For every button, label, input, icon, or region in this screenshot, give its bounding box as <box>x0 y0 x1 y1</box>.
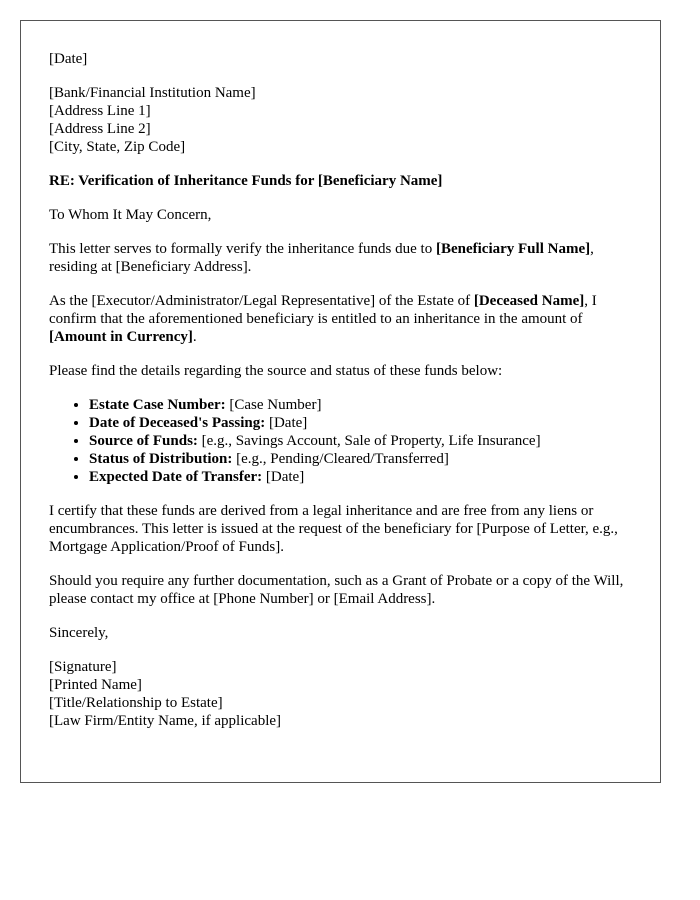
closing: Sincerely, <box>49 625 109 641</box>
paragraph-verification <box>49 240 632 276</box>
recipient-address <box>49 84 632 156</box>
letter-date: [Date] <box>49 51 88 67</box>
printed-name: [Printed Name] <box>49 677 142 693</box>
details-list <box>49 396 632 486</box>
list-item <box>89 450 632 468</box>
list-item <box>89 432 632 450</box>
list-item <box>89 396 632 414</box>
recipient-address-line-2: [Address Line 2] <box>49 121 151 137</box>
recipient-name: [Bank/Financial Institution Name] <box>49 85 256 101</box>
law-firm: [Law Firm/Entity Name, if applicable] <box>49 713 282 729</box>
detail-label: Source of Funds: <box>89 433 198 449</box>
subject-text: RE: Verification of Inheritance Funds for [Beneficiary Name] <box>49 173 443 189</box>
detail-value: [Date] <box>262 469 305 485</box>
paragraph-certification: I certify that these funds are derived from a legal inheritance and are free from any liens or encumbrances. This letter is issued at the request of the beneficiary for [Purpose of Letter, e.g., Mortgage Application/Proof of Funds]. <box>49 503 618 555</box>
p1-text-c: , residing at [Beneficiary Address]. <box>49 241 594 275</box>
paragraph-contact: Should you require any further documentation, such as a Grant of Probate or a copy of the Will, please contact my office at [Phone Number] or [Email Address]. <box>49 573 624 607</box>
detail-value: [Case Number] <box>225 397 322 413</box>
detail-value: [Date] <box>265 415 308 431</box>
signature: [Signature] <box>49 659 117 675</box>
detail-label: Expected Date of Transfer: <box>89 469 263 485</box>
beneficiary-name: [Beneficiary Full Name] <box>435 241 591 257</box>
paragraph-executor <box>49 292 632 346</box>
detail-value: [e.g., Pending/Cleared/Transferred] <box>232 451 449 467</box>
recipient-address-line-1: [Address Line 1] <box>49 103 151 119</box>
amount: [Amount in Currency] <box>49 329 193 345</box>
detail-value: [e.g., Savings Account, Sale of Property, Life Insurance] <box>197 433 541 449</box>
detail-label: Status of Distribution: <box>89 451 233 467</box>
signature-block <box>49 658 632 730</box>
detail-label: Date of Deceased's Passing: <box>89 415 266 431</box>
list-item <box>89 414 632 432</box>
subject-line <box>49 172 632 190</box>
recipient-city: [City, State, Zip Code] <box>49 139 186 155</box>
p2-text-e: . <box>192 329 197 345</box>
signer-title: [Title/Relationship to Estate] <box>49 695 223 711</box>
paragraph-details-intro: Please find the details regarding the source and status of these funds below: <box>49 363 503 379</box>
p2-text-c: , I confirm that the aforementioned beneficiary is entitled to an inheritance in the amount of <box>49 293 597 327</box>
letter <box>20 20 661 783</box>
list-item <box>89 468 632 486</box>
p1-text-a: This letter serves to formally verify the inheritance funds due to <box>49 241 436 257</box>
detail-label: Estate Case Number: <box>89 397 226 413</box>
deceased-name: [Deceased Name] <box>473 293 585 309</box>
p2-text-a: As the [Executor/Administrator/Legal Representative] of the Estate of <box>49 293 474 309</box>
salutation: To Whom It May Concern, <box>49 207 212 223</box>
